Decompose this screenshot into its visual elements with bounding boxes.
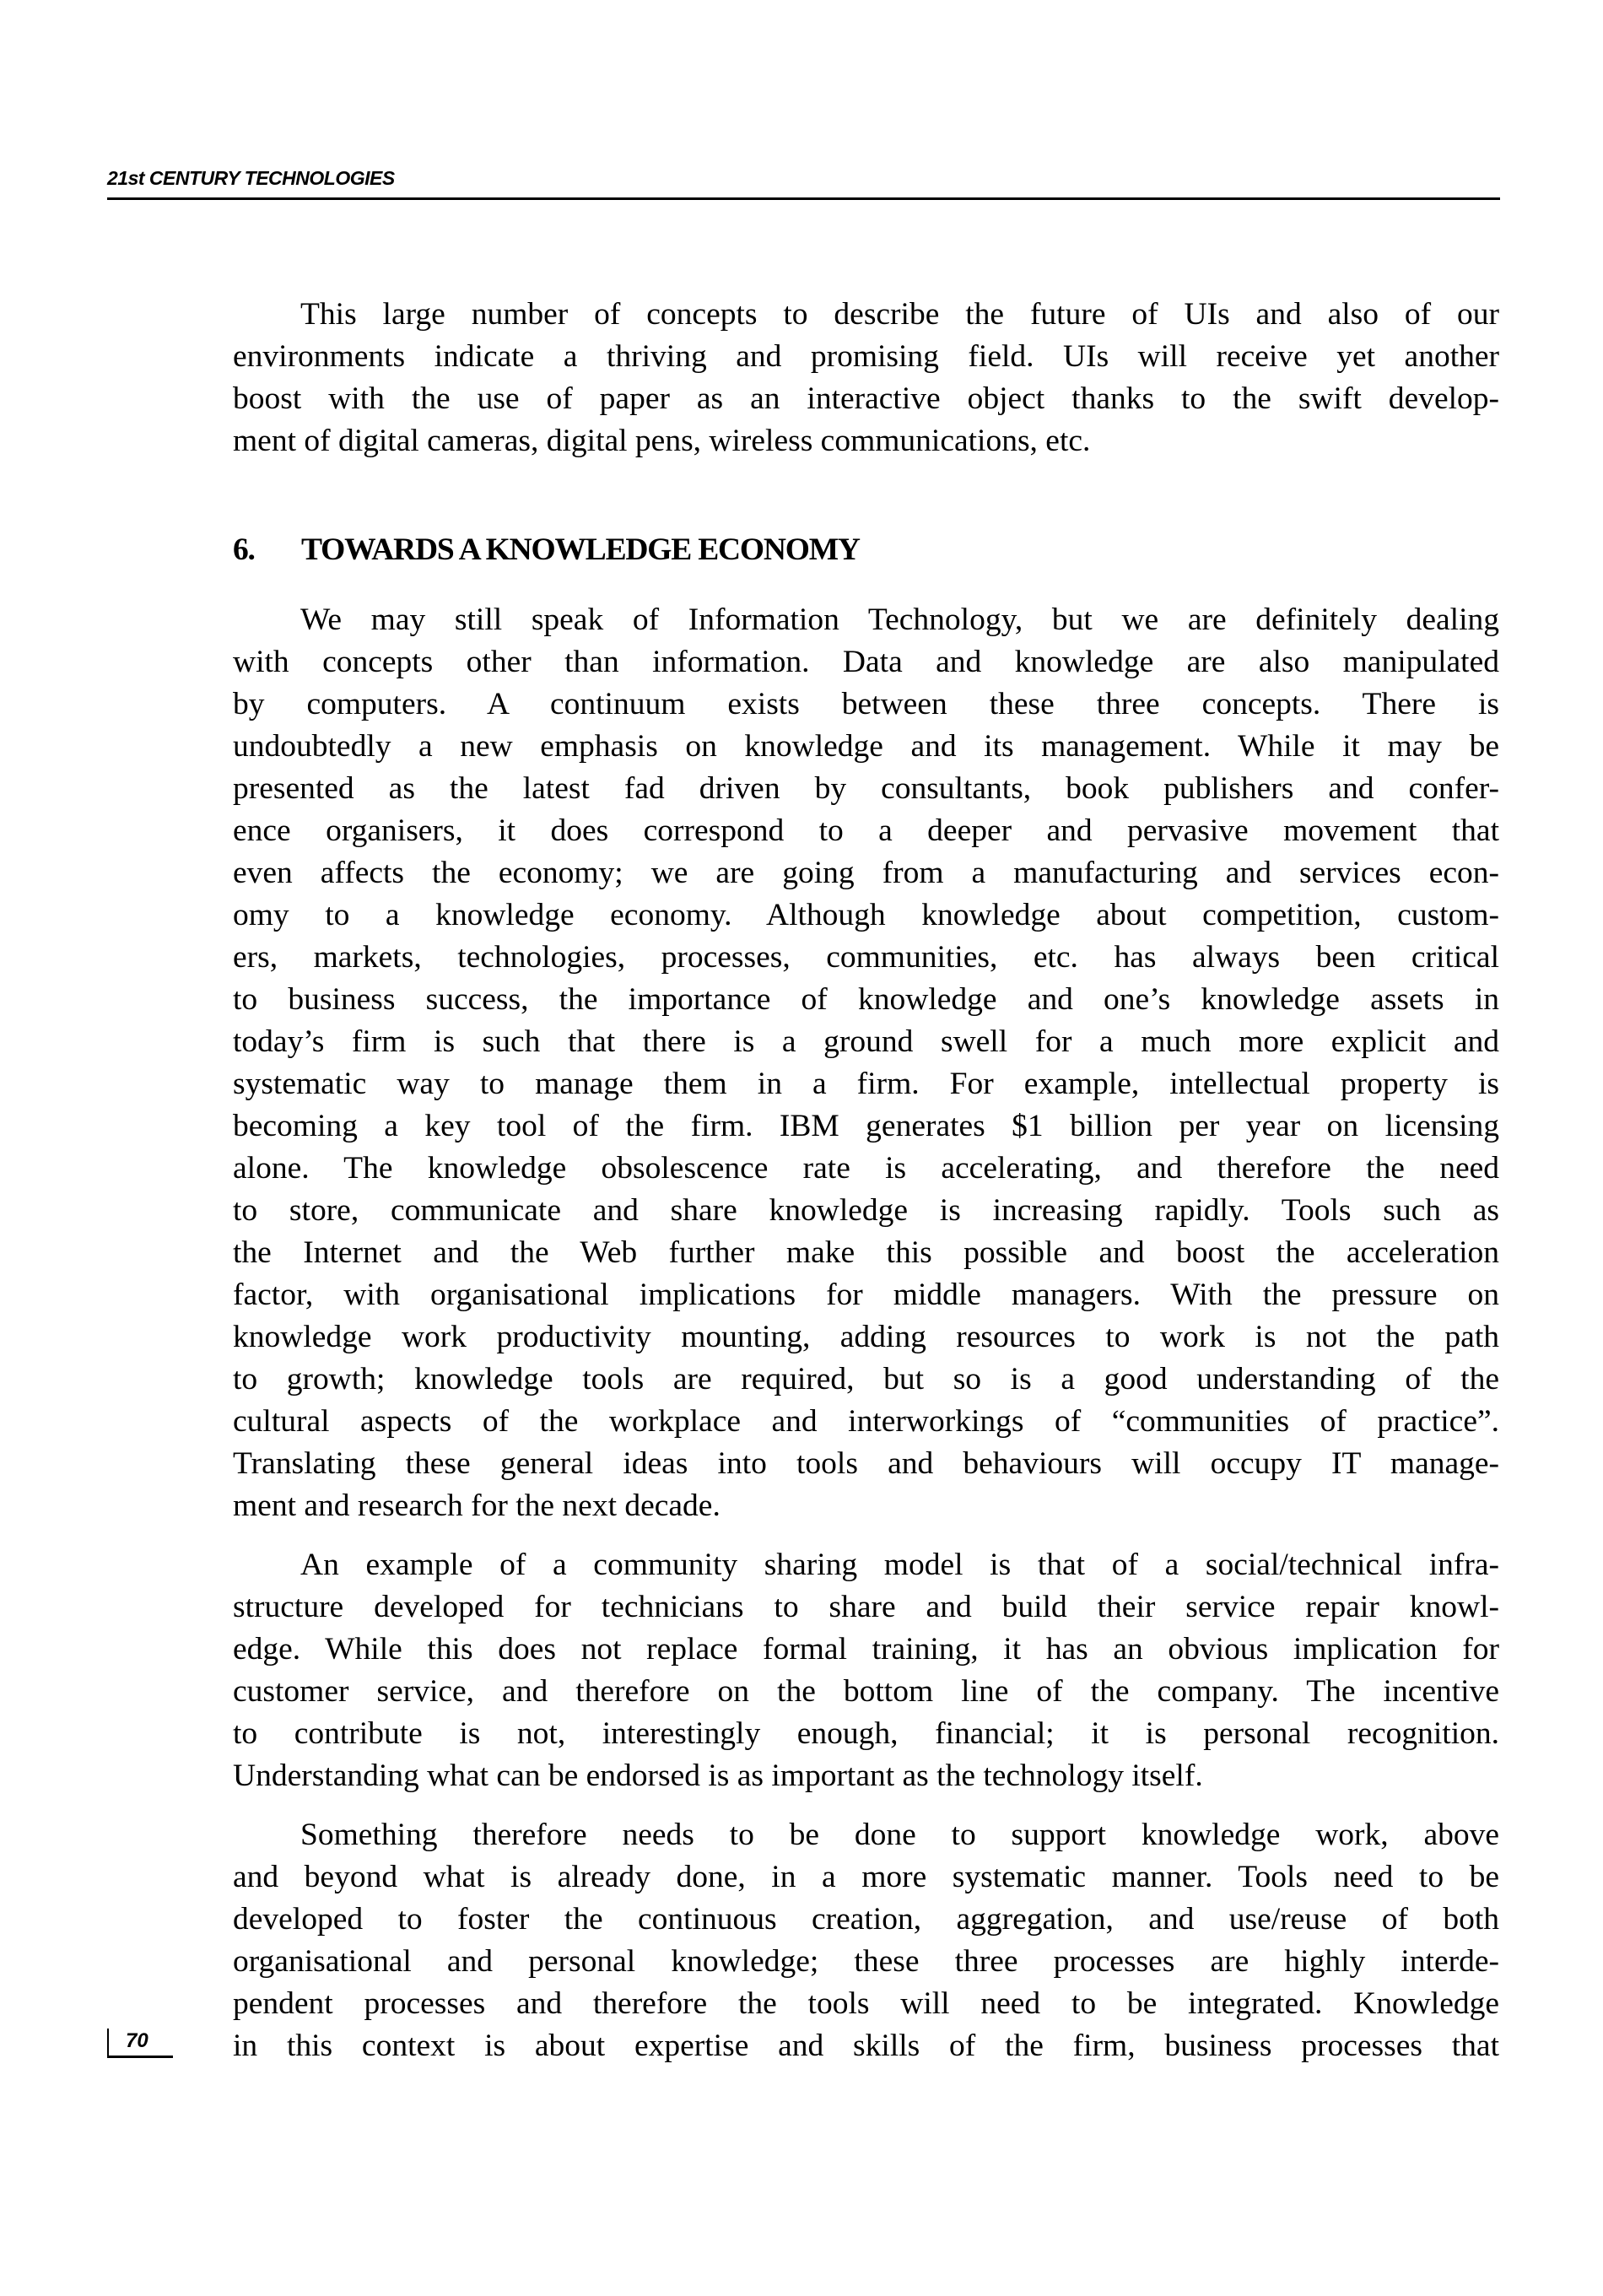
text-line: environments indicate a thriving and promising field. UIs will receive yet another xyxy=(233,339,1499,374)
text-line: We may still speak of Information Technology, but we are definitely dealing xyxy=(300,602,1499,637)
text-line: today’s firm is such that there is a ground swell for a much more explicit and xyxy=(233,1024,1499,1059)
text-line: An example of a community sharing model is that of a social/technical infra- xyxy=(300,1548,1499,1582)
paragraph-3 xyxy=(233,1544,1499,1797)
paragraph-body xyxy=(233,599,1499,1527)
section-heading xyxy=(233,529,860,571)
header-rule xyxy=(107,197,1500,200)
text-line: organisational and personal knowledge; these three processes are highly interde- xyxy=(233,1944,1499,1979)
text-line: boost with the use of paper as an interactive object thanks to the swift develop- xyxy=(233,381,1499,416)
text-line: ers, markets, technologies, processes, communities, etc. has always been critical xyxy=(233,940,1499,975)
text-line: and beyond what is already done, in a more systematic manner. Tools need to be xyxy=(233,1860,1499,1894)
text-line: structure developed for technicians to share and build their service repair knowl- xyxy=(233,1590,1499,1624)
text-line: systematic way to manage them in a firm. For example, intellectual property is xyxy=(233,1067,1499,1101)
text-line: the Internet and the Web further make this possible and boost the acceleration xyxy=(233,1235,1499,1270)
text-line: Understanding what can be endorsed is as important as the technology itself. xyxy=(233,1758,1203,1793)
text-line: to growth; knowledge tools are required, but so is a good understanding of the xyxy=(233,1362,1499,1397)
text-line: pendent processes and therefore the tools will need to be integrated. Knowledge xyxy=(233,1986,1499,2021)
text-line: to store, communicate and share knowledge is increasing rapidly. Tools such as xyxy=(233,1193,1499,1228)
text-line: ment and research for the next decade. xyxy=(233,1488,721,1523)
text-line: to business success, the importance of knowledge and one’s knowledge assets in xyxy=(233,982,1499,1017)
text-line: ment of digital cameras, digital pens, wireless communications, etc. xyxy=(233,424,1091,458)
paragraph-2 xyxy=(233,599,1499,1527)
text-line: even affects the economy; we are going from a manufacturing and services econ- xyxy=(233,856,1499,890)
page-number-marker xyxy=(107,2029,173,2058)
text-line: ence organisers, it does correspond to a deeper and pervasive movement that xyxy=(233,813,1499,848)
paragraph-body xyxy=(233,1544,1499,1797)
text-line: customer service, and therefore on the bottom line of the company. The incentive xyxy=(233,1674,1499,1709)
text-line: knowledge work productivity mounting, adding resources to work is not the path xyxy=(233,1320,1499,1354)
paragraph-body xyxy=(233,294,1499,462)
section-title: TOWARDS A KNOWLEDGE ECONOMY xyxy=(301,532,860,567)
text-line: with concepts other than information. Data and knowledge are also manipulated xyxy=(233,645,1499,679)
paragraph-body xyxy=(233,1814,1499,2067)
text-line: becoming a key tool of the firm. IBM generates $1 billion per year on licensing xyxy=(233,1109,1499,1143)
text-line: cultural aspects of the workplace and interworkings of “communities of practice”. xyxy=(233,1404,1499,1439)
text-line: Something therefore needs to be done to support knowledge work, above xyxy=(300,1818,1499,1852)
paragraph-4 xyxy=(233,1814,1499,2067)
paragraph-1 xyxy=(233,294,1499,462)
text-line: undoubtedly a new emphasis on knowledge and its management. While it may be xyxy=(233,729,1499,764)
text-line: alone. The knowledge obsolescence rate is accelerating, and therefore the need xyxy=(233,1151,1499,1186)
text-line: This large number of concepts to describe the future of UIs and also of our xyxy=(300,297,1499,332)
text-line: edge. While this does not replace formal training, it has an obvious implication for xyxy=(233,1632,1499,1667)
section-number: 6. xyxy=(233,532,255,567)
text-line: developed to foster the continuous creation, aggregation, and use/reuse of both xyxy=(233,1902,1499,1937)
text-line: Translating these general ideas into tools and behaviours will occupy IT manage- xyxy=(233,1446,1499,1481)
running-header-title: 21st CENTURY TECHNOLOGIES xyxy=(107,167,395,189)
text-line: presented as the latest fad driven by consultants, book publishers and confer- xyxy=(233,771,1499,806)
page-number: 70 xyxy=(126,2029,148,2052)
text-line: factor, with organisational implications for middle managers. With the pressure on xyxy=(233,1278,1499,1312)
text-line: to contribute is not, interestingly enough, financial; it is personal recognition. xyxy=(233,1716,1499,1751)
text-line: by computers. A continuum exists between these three concepts. There is xyxy=(233,687,1499,721)
text-line: omy to a knowledge economy. Although knowledge about competition, custom- xyxy=(233,898,1499,932)
text-line: in this context is about expertise and skills of the firm, business processes that xyxy=(233,2029,1499,2063)
